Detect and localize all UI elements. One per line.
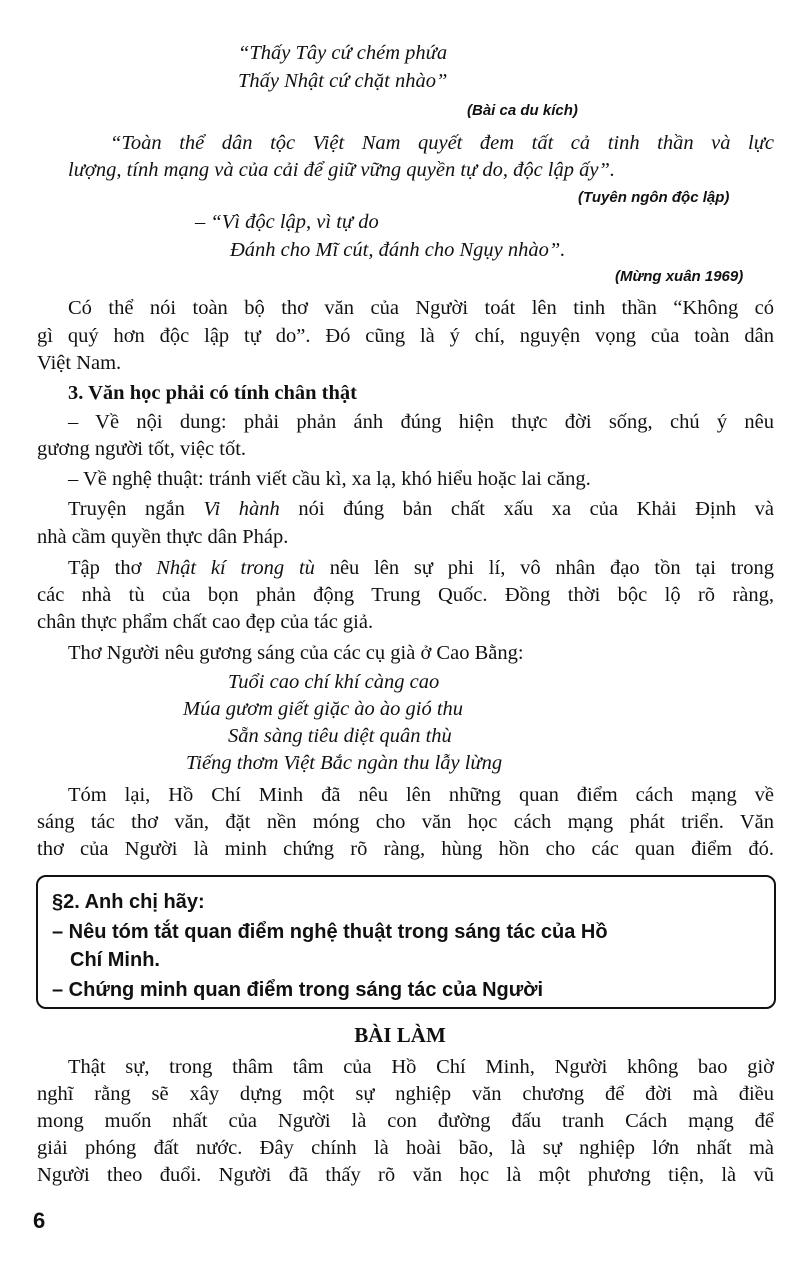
para3-line1: Tập thơ Nhật kí trong tù nêu lên sự phi lí, vô nhân đạo tồn tại trong bbox=[68, 557, 774, 579]
section3-heading: 3. Văn học phải có tính chân thật bbox=[68, 382, 357, 404]
task-item1-line1: – Nêu tóm tắt quan điểm nghệ thuật trong sáng tác của Hồ bbox=[52, 921, 608, 943]
answer-line2: nghĩ rằng sẽ xây dựng một sự nghiệp văn chương để đời mà điều bbox=[37, 1083, 774, 1105]
task-box-title: §2. Anh chị hãy: bbox=[52, 891, 205, 913]
para2-line1: Truyện ngắn Vi hành nói đúng bản chất xấu xa của Khải Định và bbox=[68, 498, 775, 520]
quote2-line2: lượng, tính mạng và của cải để giữ vững quyền tự do, độc lập ấy”. bbox=[68, 159, 616, 181]
para2-title: Vi hành bbox=[203, 498, 280, 520]
answer-line3: mong muốn nhất của Người là con đường đấu tranh Cách mạng để bbox=[37, 1110, 774, 1132]
poem3-source: (Mừng xuân 1969) bbox=[615, 268, 744, 285]
poem1-source: (Bài ca du kích) bbox=[467, 102, 578, 119]
task-item1-line2: Chí Minh. bbox=[70, 949, 160, 971]
para5-line2: sáng tác thơ văn, đặt nền móng cho văn học cách mạng phát triển. Văn bbox=[37, 811, 774, 833]
poem4-line1: Tuổi cao chí khí càng cao bbox=[228, 671, 440, 693]
answer-heading: BÀI LÀM bbox=[354, 1023, 446, 1047]
answer-line5: Người theo đuổi. Người đã thấy rõ văn học là một phương tiện, là vũ bbox=[37, 1164, 774, 1186]
poem4-line4: Tiếng thơm Việt Bắc ngàn thu lẫy lừng bbox=[186, 752, 503, 774]
task-box bbox=[36, 875, 776, 1009]
para5-line1: Tóm lại, Hồ Chí Minh đã nêu lên những quan điểm cách mạng về bbox=[68, 784, 774, 806]
para3-title: Nhật kí trong tù bbox=[156, 557, 315, 579]
quote2-line1: “Toàn thể dân tộc Việt Nam quyết đem tất cả tinh thần và lực bbox=[110, 132, 774, 154]
answer-line4: giải phóng đất nước. Đây chính là hoài bão, là sự nghiệp lớn nhất mà bbox=[37, 1137, 774, 1159]
para1-line3: Việt Nam. bbox=[37, 352, 122, 374]
quote2-source: (Tuyên ngôn độc lập) bbox=[578, 189, 730, 206]
para3-line2: các nhà tù của bọn phản động Trung Quốc. Đồng thời bộc lộ rõ ràng, bbox=[37, 584, 774, 606]
poem4-line2: Múa gươm giết giặc ào ào gió thu bbox=[183, 698, 464, 720]
page-number: 6 bbox=[33, 1208, 46, 1233]
para4: Thơ Người nêu gương sáng của các cụ già ở Cao Bằng: bbox=[68, 642, 524, 664]
para5-line3: thơ của Người là minh chứng rõ ràng, hùng hồn cho các quan điểm đó. bbox=[37, 838, 774, 860]
para2-line2: nhà cầm quyền thực dân Pháp. bbox=[37, 526, 289, 548]
poem4-line3: Sẵn sàng tiêu diệt quân thù bbox=[228, 725, 452, 747]
poem3-line2: Đánh cho Mĩ cút, đánh cho Ngụy nhào”. bbox=[230, 239, 566, 261]
poem1-line1: “Thấy Tây cứ chém phứa bbox=[238, 42, 448, 64]
poem1-line2: Thấy Nhật cứ chặt nhào” bbox=[238, 70, 448, 92]
para3-line3: chân thực phẩm chất cao đẹp của tác giả. bbox=[37, 611, 374, 633]
task-item2: – Chứng minh quan điểm trong sáng tác của Người bbox=[52, 979, 543, 1001]
para1-line2: gì quý hơn độc lập tự do”. Đó cũng là ý chí, nguyện vọng của toàn dân bbox=[37, 325, 774, 347]
para1-line1: Có thể nói toàn bộ thơ văn của Người toát lên tinh thần “Không có bbox=[68, 297, 774, 319]
section3-content-line2: gương người tốt, việc tốt. bbox=[37, 438, 247, 460]
poem3-line1: – “Vì độc lập, vì tự do bbox=[195, 211, 379, 233]
answer-line1: Thật sự, trong thâm tâm của Hồ Chí Minh, Người không bao giờ bbox=[68, 1056, 774, 1078]
section3-art: – Về nghệ thuật: tránh viết cầu kì, xa lạ, khó hiểu hoặc lai căng. bbox=[68, 468, 591, 490]
section3-content-line1: – Về nội dung: phải phản ánh đúng hiện thực đời sống, chú ý nêu bbox=[68, 411, 774, 433]
